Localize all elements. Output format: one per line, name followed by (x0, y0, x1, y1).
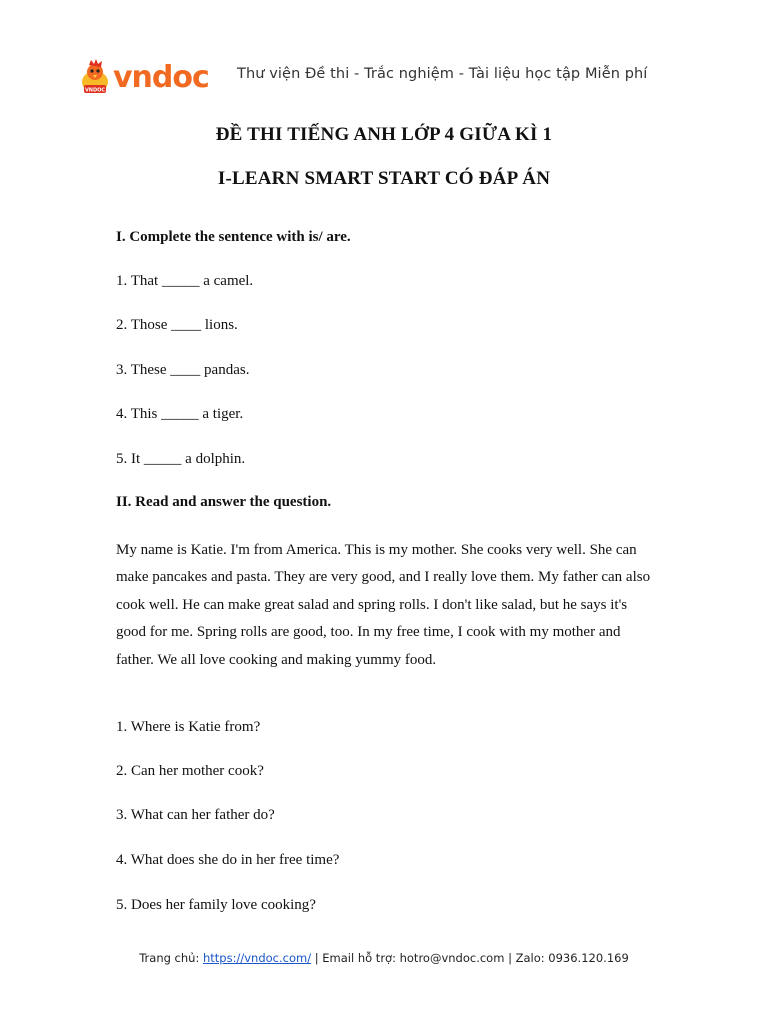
exercise-item: 2. Those ____ lions. (116, 317, 238, 333)
section1-heading: I. Complete the sentence with is/ are. (116, 229, 351, 245)
page-footer (0, 951, 768, 965)
question-item: 3. What can her father do? (116, 807, 275, 823)
section2-heading: II. Read and answer the question. (116, 494, 332, 510)
document-title: ĐỀ THI TIẾNG ANH LỚP 4 GIỮA KÌ 1 (215, 124, 553, 145)
question-item: 2. Can her mother cook? (116, 763, 264, 779)
mascot-icon (82, 59, 108, 94)
vndoc-logo (80, 58, 230, 96)
document-subtitle: I-LEARN SMART START CÓ ĐÁP ÁN (217, 168, 551, 189)
exercise-item: 1. That _____ a camel. (116, 273, 254, 289)
exercise-item: 4. This _____ a tiger. (116, 406, 244, 422)
footer-contact: | Email hỗ trợ: hotro@vndoc.com | Zalo: 0936.120.169 (311, 951, 629, 965)
logo-wordmark: vndoc (113, 60, 209, 95)
footer-prefix: Trang chủ: (139, 951, 203, 965)
exercise-item: 3. These ____ pandas. (116, 362, 250, 378)
question-item: 5. Does her family love cooking? (116, 897, 316, 913)
page-header (80, 58, 700, 98)
reading-passage: My name is Katie. I'm from America. This is my mother. She cooks very well. She can make pancakes and pasta. They are very good, and I really love them. My father can also cook well. He can make great salad and spring rolls. I don't like salad, but he says it's good for me. Spring rolls are good, too. In my free time, I cook with my mother and father. We all love cooking and making yummy food. (116, 542, 651, 668)
homepage-link[interactable]: https://vndoc.com/ (203, 951, 312, 965)
question-item: 4. What does she do in her free time? (116, 852, 340, 868)
svg-text:VNDOC: VNDOC (84, 87, 106, 94)
question-item: 1. Where is Katie from? (116, 719, 261, 735)
exercise-item: 5. It _____ a dolphin. (116, 451, 246, 467)
header-tagline: Thư viện Đề thi - Trắc nghiệm - Tài liệu học tập Miễn phí (237, 66, 648, 82)
